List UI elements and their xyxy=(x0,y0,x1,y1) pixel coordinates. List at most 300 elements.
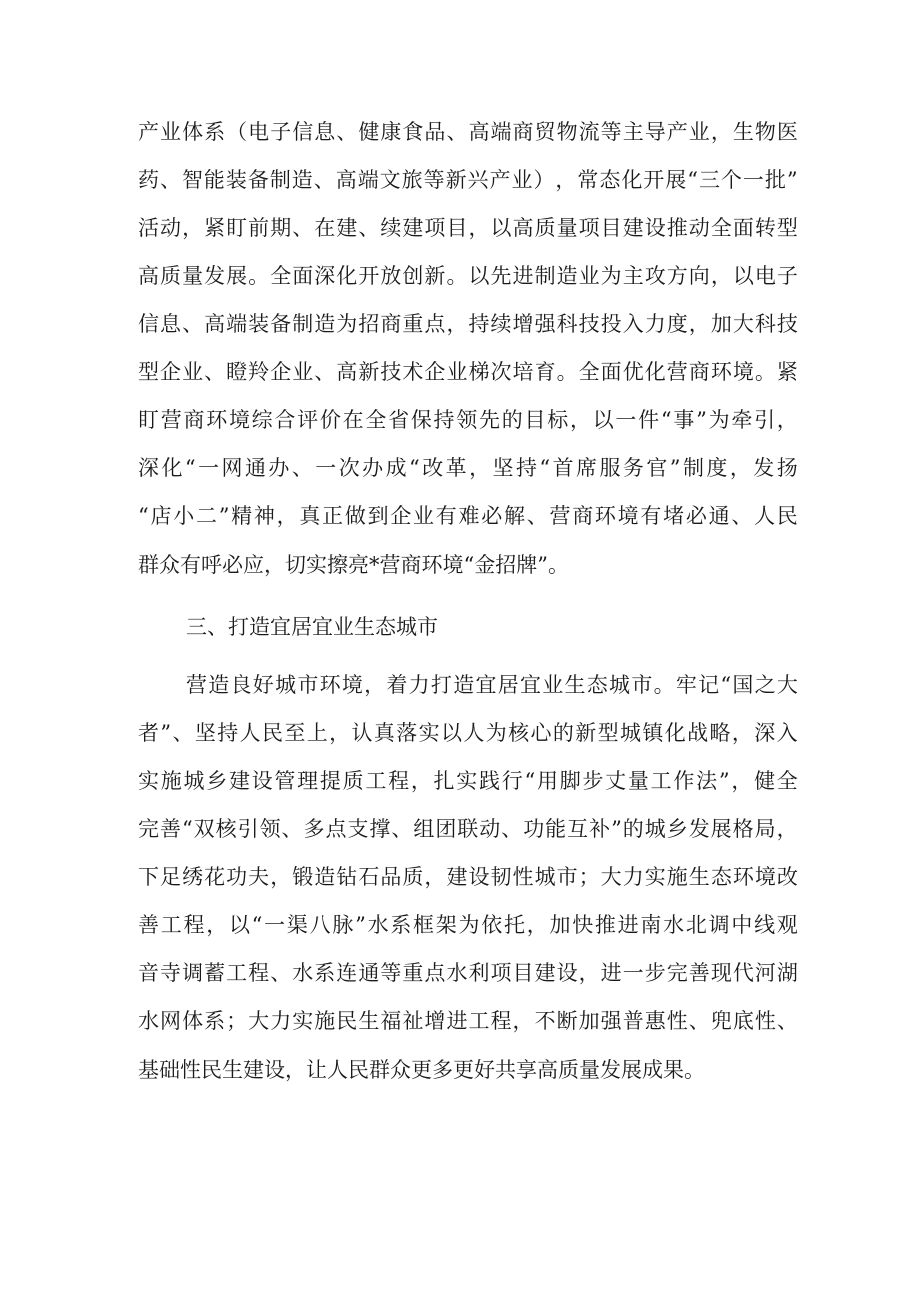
glyph: 高 xyxy=(512,216,534,240)
glyph: 。 xyxy=(754,360,776,384)
glyph: 常 xyxy=(577,168,599,192)
glyph: 必 xyxy=(481,504,503,528)
glyph: 、 xyxy=(291,456,313,480)
paragraph-line xyxy=(138,304,798,344)
glyph: 、 xyxy=(391,817,413,841)
glyph: 二 xyxy=(195,504,217,528)
glyph: ） xyxy=(533,168,555,192)
glyph: 务 xyxy=(622,456,644,480)
glyph: 水 xyxy=(367,913,389,937)
glyph: 水 xyxy=(446,961,468,985)
glyph: 记 xyxy=(698,673,720,697)
glyph: 产 xyxy=(666,120,688,144)
glyph: 新 xyxy=(358,360,380,384)
glyph: 推 xyxy=(594,913,616,937)
glyph: 为 xyxy=(708,408,730,432)
glyph: 境 xyxy=(617,504,639,528)
glyph: 进 xyxy=(446,1009,468,1033)
glyph: 底 xyxy=(732,1009,754,1033)
glyph: 城 xyxy=(183,769,205,793)
glyph: 力 xyxy=(622,865,644,889)
glyph: 兜 xyxy=(710,1009,732,1033)
glyph: 连 xyxy=(336,961,358,985)
glyph: 发 xyxy=(688,817,710,841)
glyph: “ xyxy=(181,817,193,841)
glyph: ” xyxy=(218,504,230,528)
glyph: 工 xyxy=(468,1009,490,1033)
glyph: 全 xyxy=(270,264,292,288)
glyph: 居 xyxy=(497,673,519,697)
glyph: 展 xyxy=(226,264,248,288)
glyph: 型 xyxy=(597,721,619,745)
glyph: 有 xyxy=(435,504,457,528)
glyph: 先 xyxy=(479,408,501,432)
glyph: “ xyxy=(720,673,732,697)
glyph: 为 xyxy=(458,913,480,937)
glyph: 面 xyxy=(732,216,754,240)
glyph: 框 xyxy=(413,913,435,937)
glyph: 功 xyxy=(226,865,248,889)
glyph: 、 xyxy=(446,120,468,144)
glyph: 深 xyxy=(754,721,776,745)
glyph: 良 xyxy=(230,673,252,697)
glyph: 开 xyxy=(643,168,665,192)
glyph: 水 xyxy=(292,961,314,985)
glyph: 化 xyxy=(644,360,666,384)
glyph: 业 xyxy=(413,504,435,528)
glyph: ， xyxy=(688,312,710,336)
glyph: 目 xyxy=(512,961,534,985)
glyph: 民 xyxy=(262,721,283,745)
glyph: 深 xyxy=(138,456,159,480)
glyph: ” xyxy=(355,913,366,937)
glyph: 一 xyxy=(264,913,286,937)
glyph: “ xyxy=(138,504,149,528)
glyph: 团 xyxy=(435,817,457,841)
glyph: 托 xyxy=(503,913,525,937)
glyph: 业 xyxy=(542,673,564,697)
glyph: 电 xyxy=(754,264,776,288)
glyph: 实 xyxy=(644,865,666,889)
glyph: 企 xyxy=(424,360,446,384)
glyph: 旅 xyxy=(401,168,423,192)
glyph: 的 xyxy=(622,817,644,841)
glyph: 真 xyxy=(299,504,321,528)
glyph: 功 xyxy=(523,817,545,841)
glyph: 坚 xyxy=(492,456,514,480)
glyph: 人 xyxy=(239,721,261,745)
glyph: ， xyxy=(446,312,468,336)
glyph: 以 xyxy=(732,264,754,288)
glyph: ” xyxy=(786,168,798,192)
glyph: 术 xyxy=(402,360,424,384)
glyph: 力 xyxy=(408,673,430,697)
glyph: 调 xyxy=(182,961,204,985)
glyph: “ xyxy=(524,769,536,793)
glyph: 脚 xyxy=(559,769,581,793)
glyph: 健 xyxy=(358,120,380,144)
glyph: 大 xyxy=(732,312,754,336)
glyph: 通 xyxy=(358,961,380,985)
glyph: ” xyxy=(718,769,730,793)
glyph: 核 xyxy=(215,817,237,841)
glyph: 城 xyxy=(644,817,666,841)
glyph: ， xyxy=(578,961,600,985)
glyph: 保 xyxy=(410,408,432,432)
glyph: 普 xyxy=(622,1009,644,1033)
glyph: 施 xyxy=(666,865,688,889)
glyph: 城 xyxy=(620,721,641,745)
glyph: 进 xyxy=(600,961,622,985)
glyph: 石 xyxy=(358,865,380,889)
glyph: 性 xyxy=(666,1009,688,1033)
glyph: 一 xyxy=(315,456,337,480)
glyph: 代 xyxy=(732,961,754,985)
glyph: 、 xyxy=(731,504,753,528)
glyph: 之 xyxy=(754,673,776,697)
paragraph-line xyxy=(138,256,798,296)
glyph: 惠 xyxy=(644,1009,666,1033)
glyph: 量 xyxy=(182,264,204,288)
glyph: 全 xyxy=(776,769,798,793)
glyph: 以 xyxy=(592,408,614,432)
glyph: 展 xyxy=(710,817,732,841)
glyph: 、 xyxy=(281,817,303,841)
glyph: 工 xyxy=(160,913,182,937)
glyph: 推 xyxy=(666,216,688,240)
glyph: 局 xyxy=(754,817,776,841)
paragraph-line xyxy=(138,857,798,897)
glyph: ， xyxy=(206,913,228,937)
glyph: 电 xyxy=(248,120,270,144)
glyph: 快 xyxy=(572,913,594,937)
paragraph-line xyxy=(138,905,798,945)
glyph: 质 xyxy=(160,264,182,288)
glyph: 持 xyxy=(433,408,455,432)
glyph: 城 xyxy=(609,673,631,697)
glyph: 现 xyxy=(710,961,732,985)
glyph: 体 xyxy=(182,1009,204,1033)
glyph: 业 xyxy=(578,264,600,288)
glyph: 、 xyxy=(182,312,204,336)
glyph: 目 xyxy=(524,408,546,432)
glyph: 神 xyxy=(253,504,275,528)
glyph: 培 xyxy=(512,360,534,384)
glyph: 、 xyxy=(159,168,181,192)
glyph: ， xyxy=(710,264,732,288)
glyph: 技 xyxy=(578,312,600,336)
glyph: 境 xyxy=(732,360,754,384)
glyph: 一 xyxy=(742,168,764,192)
glyph: 、 xyxy=(270,961,292,985)
glyph: 次 xyxy=(338,456,360,480)
glyph: 的 xyxy=(501,408,523,432)
glyph: 息 xyxy=(314,120,336,144)
paragraph-line xyxy=(138,496,798,536)
glyph: 八 xyxy=(309,913,331,937)
glyph: “ xyxy=(251,913,263,937)
paragraph-line xyxy=(138,809,798,849)
glyph: 信 xyxy=(138,312,159,336)
glyph: ， xyxy=(329,721,351,745)
glyph: 技 xyxy=(776,312,798,336)
paragraph-line xyxy=(138,112,798,152)
glyph: 首 xyxy=(552,456,574,480)
glyph: 实 xyxy=(138,769,159,793)
glyph: 以 xyxy=(490,216,512,240)
glyph: 落 xyxy=(396,721,418,745)
glyph: 服 xyxy=(599,456,621,480)
glyph: 心 xyxy=(530,721,552,745)
glyph: 产 xyxy=(138,120,159,144)
glyph: 改 xyxy=(422,456,444,480)
glyph: 多 xyxy=(303,817,325,841)
glyph: 牵 xyxy=(731,408,753,432)
glyph: 项 xyxy=(424,216,446,240)
glyph: 完 xyxy=(666,961,688,985)
glyph: 物 xyxy=(754,120,776,144)
glyph: ， xyxy=(468,216,490,240)
glyph: 、 xyxy=(204,360,226,384)
glyph: 三 xyxy=(698,168,720,192)
glyph: 市 xyxy=(297,673,319,697)
glyph: 文 xyxy=(379,168,401,192)
glyph: 联 xyxy=(457,817,479,841)
glyph: 性 xyxy=(754,1009,776,1033)
glyph: 钻 xyxy=(336,865,358,889)
glyph: 强 xyxy=(600,1009,622,1033)
glyph: 引 xyxy=(237,817,259,841)
glyph: 音 xyxy=(138,961,159,985)
glyph: 撑 xyxy=(369,817,391,841)
glyph: 造 xyxy=(314,865,336,889)
glyph: 建 xyxy=(534,961,556,985)
glyph: 环 xyxy=(594,504,616,528)
glyph: 装 xyxy=(248,312,270,336)
glyph: 丈 xyxy=(605,769,627,793)
glyph: （ xyxy=(226,120,248,144)
glyph: 程 xyxy=(490,1009,512,1033)
glyph: 营 xyxy=(666,360,688,384)
glyph: 提 xyxy=(319,769,341,793)
glyph: 、 xyxy=(688,1009,710,1033)
glyph: 步 xyxy=(644,961,666,985)
glyph: 乡 xyxy=(666,817,688,841)
glyph: 生 xyxy=(732,120,754,144)
glyph: 前 xyxy=(248,216,270,240)
glyph: 营 xyxy=(549,504,571,528)
glyph: ； xyxy=(226,1009,248,1033)
glyph: 等 xyxy=(380,961,402,985)
glyph: 。 xyxy=(653,673,675,697)
glyph: 态 xyxy=(710,865,732,889)
glyph: 端 xyxy=(490,120,512,144)
glyph: 水 xyxy=(138,1009,159,1033)
glyph: 造 xyxy=(291,168,313,192)
glyph: 脉 xyxy=(332,913,354,937)
glyph: ， xyxy=(424,865,446,889)
glyph: 韧 xyxy=(490,865,512,889)
glyph: 新 xyxy=(575,721,597,745)
glyph: 设 xyxy=(556,961,578,985)
glyph: 增 xyxy=(512,312,534,336)
glyph: 在 xyxy=(314,216,336,240)
glyph: 实 xyxy=(456,769,478,793)
glyph: 网 xyxy=(160,1009,182,1033)
glyph: 营 xyxy=(186,673,207,697)
glyph: 大 xyxy=(600,865,622,889)
glyph: 领 xyxy=(259,817,281,841)
glyph: 个 xyxy=(720,168,742,192)
glyph: 科 xyxy=(556,312,578,336)
glyph: 加 xyxy=(549,913,571,937)
glyph: 造 xyxy=(556,264,578,288)
glyph: 招 xyxy=(358,312,380,336)
glyph: 重 xyxy=(402,312,424,336)
glyph: ， xyxy=(776,817,798,841)
glyph: 通 xyxy=(708,504,730,528)
glyph: 力 xyxy=(644,312,666,336)
glyph: 善 xyxy=(688,961,710,985)
glyph: ， xyxy=(182,216,204,240)
glyph: ， xyxy=(710,120,732,144)
paragraph-line xyxy=(138,953,798,993)
glyph: 花 xyxy=(204,865,226,889)
glyph: 、 xyxy=(501,817,523,841)
glyph: 动 xyxy=(479,817,501,841)
glyph: 境 xyxy=(754,865,776,889)
glyph: 持 xyxy=(468,312,490,336)
glyph: 、 xyxy=(526,504,548,528)
glyph: 能 xyxy=(203,168,225,192)
glyph: 医 xyxy=(776,120,798,144)
glyph: 环 xyxy=(732,865,754,889)
glyph: 打 xyxy=(430,673,452,697)
glyph: 全 xyxy=(578,360,600,384)
section-heading: 三、打造宜居宜业生态城市 xyxy=(186,615,438,639)
glyph: “ xyxy=(539,456,551,480)
glyph: 创 xyxy=(402,264,424,288)
glyph: ， xyxy=(270,865,292,889)
glyph: 端 xyxy=(357,168,379,192)
glyph: 实 xyxy=(292,1009,314,1033)
glyph: 互 xyxy=(567,817,589,841)
glyph: 解 xyxy=(503,504,525,528)
glyph: 康 xyxy=(380,120,402,144)
glyph: 发 xyxy=(204,264,226,288)
glyph: 入 xyxy=(622,312,644,336)
glyph: 境 xyxy=(228,408,250,432)
glyph: 批 xyxy=(764,168,786,192)
glyph: 质 xyxy=(342,769,364,793)
glyph: 生 xyxy=(358,1009,380,1033)
glyph: 备 xyxy=(270,312,292,336)
glyph: 化 xyxy=(621,168,643,192)
paragraph-first-line xyxy=(186,665,798,705)
glyph: 商 xyxy=(572,504,594,528)
glyph: 认 xyxy=(351,721,373,745)
glyph: 成 xyxy=(385,456,407,480)
glyph: 兴 xyxy=(467,168,489,192)
glyph: 系 xyxy=(390,913,412,937)
glyph: ， xyxy=(569,408,591,432)
glyph: 贸 xyxy=(534,120,556,144)
glyph: 程 xyxy=(248,961,270,985)
glyph: 官 xyxy=(646,456,668,480)
glyph: 、 xyxy=(172,721,194,745)
glyph: 深 xyxy=(314,264,336,288)
glyph: 高 xyxy=(468,120,490,144)
glyph: 小 xyxy=(173,504,195,528)
glyph: 等 xyxy=(423,168,445,192)
glyph: 项 xyxy=(490,961,512,985)
glyph: 环 xyxy=(319,673,341,697)
glyph: 法 xyxy=(696,769,718,793)
glyph: 企 xyxy=(160,360,182,384)
glyph: 主 xyxy=(622,264,644,288)
glyph: 到 xyxy=(367,504,389,528)
glyph: 持 xyxy=(217,721,239,745)
glyph: 流 xyxy=(578,120,600,144)
glyph: 以 xyxy=(441,721,462,745)
glyph: 度 xyxy=(666,312,688,336)
glyph: 寺 xyxy=(160,961,182,985)
glyph: 等 xyxy=(600,120,622,144)
glyph: 建 xyxy=(622,216,644,240)
glyph: 一 xyxy=(622,961,644,985)
glyph: 重 xyxy=(402,961,424,985)
glyph: ， xyxy=(731,769,753,793)
glyph: ， xyxy=(731,721,753,745)
glyph: 方 xyxy=(666,264,688,288)
glyph: ” xyxy=(696,408,707,432)
glyph: 设 xyxy=(251,769,273,793)
glyph: 展 xyxy=(665,168,687,192)
glyph: 办 xyxy=(362,456,384,480)
glyph: 新 xyxy=(424,264,446,288)
glyph: 补 xyxy=(589,817,611,841)
glyph: 药 xyxy=(138,168,159,192)
glyph: 湖 xyxy=(776,961,798,985)
glyph: 以 xyxy=(228,913,250,937)
glyph: 商 xyxy=(512,120,534,144)
glyph: 建 xyxy=(446,865,468,889)
glyph: 转 xyxy=(754,216,776,240)
glyph: 为 xyxy=(336,312,358,336)
glyph: 工 xyxy=(650,769,672,793)
glyph: 能 xyxy=(545,817,567,841)
glyph: 好 xyxy=(252,673,274,697)
glyph: 席 xyxy=(576,456,597,480)
glyph: 持 xyxy=(515,456,537,480)
glyph: 民 xyxy=(336,1009,358,1033)
paragraph-line xyxy=(138,1001,798,1041)
glyph: 高 xyxy=(336,360,358,384)
glyph: 化 xyxy=(336,264,358,288)
glyph: 科 xyxy=(754,312,776,336)
glyph: 作 xyxy=(673,769,695,793)
glyph: 品 xyxy=(380,865,402,889)
glyph: 型 xyxy=(138,360,159,384)
glyph: 施 xyxy=(160,769,182,793)
glyph: 投 xyxy=(600,312,622,336)
glyph: 点 xyxy=(424,312,446,336)
glyph: 目 xyxy=(600,216,622,240)
glyph: 建 xyxy=(228,769,250,793)
glyph: 点 xyxy=(325,817,347,841)
glyph: 实 xyxy=(418,721,440,745)
glyph: 系 xyxy=(204,1009,226,1033)
